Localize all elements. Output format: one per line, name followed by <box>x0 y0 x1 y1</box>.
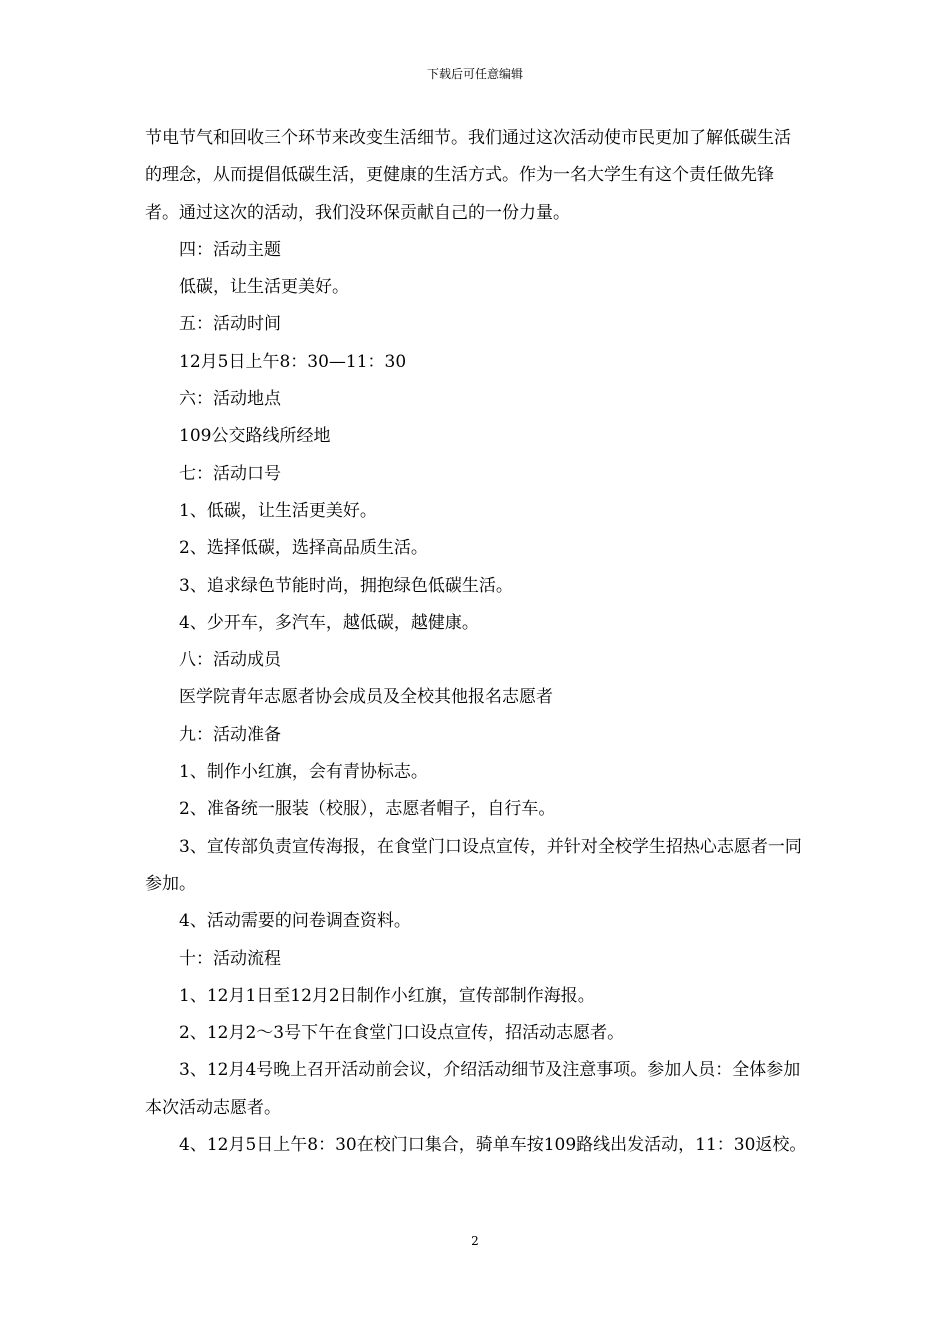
list-item-preparation-2: 2、准备统一服装（校服），志愿者帽子，自行车。 <box>179 799 556 820</box>
list-item-process-4: 4、12月5日上午8：30在校门口集合，骑单车按109路线出发活动，11：30返校。 <box>179 1135 807 1156</box>
paragraph-time: 12月5日上午8：30—11：30 <box>179 351 407 372</box>
list-item-process-3: 3、12月4号晚上召开活动前会议，介绍活动细节及注意事项。参加人员：全体参加本次活动志愿者。 <box>145 1060 801 1118</box>
list-item-process-2: 2、12月2～3号下午在食堂门口设点宣传，招活动志愿者。 <box>179 1023 625 1044</box>
list-item-slogan-2: 2、选择低碳，选择高品质生活。 <box>179 538 428 559</box>
paragraph-location: 109公交路线所经地 <box>179 426 331 447</box>
section-heading-slogan: 七：活动口号 <box>179 463 281 484</box>
document-body <box>145 120 807 1164</box>
paragraph-intro: 节电节气和回收三个环节来改变生活细节。我们通过这次活动使市民更加了解低碳生活的理念，从而提倡低碳生活，更健康的生活方式。作为一名大学生有这个责任做先锋者。通过这次的活动，我们没环保贡献自己的一份力量。 <box>145 128 791 223</box>
section-heading-time: 五：活动时间 <box>179 314 281 335</box>
list-item-slogan-3: 3、追求绿色节能时尚，拥抱绿色低碳生活。 <box>179 575 513 596</box>
list-item-process-1: 1、12月1日至12月2日制作小红旗，宣传部制作海报。 <box>179 985 595 1006</box>
section-heading-preparation: 九：活动准备 <box>179 724 281 745</box>
list-item-preparation-1: 1、制作小红旗，会有青协标志。 <box>179 762 428 783</box>
paragraph-members: 医学院青年志愿者协会成员及全校其他报名志愿者 <box>179 687 553 708</box>
list-item-slogan-1: 1、低碳，让生活更美好。 <box>179 500 377 521</box>
section-heading-theme: 四：活动主题 <box>179 239 281 260</box>
list-item-preparation-3: 3、宣传部负责宣传海报，在食堂门口设点宣传，并针对全校学生招热心志愿者一同参加。 <box>145 836 802 894</box>
list-item-slogan-4: 4、少开车，多汽车，越低碳，越健康。 <box>179 612 479 633</box>
page-number: 2 <box>471 1234 479 1248</box>
section-heading-process: 十：活动流程 <box>179 948 281 969</box>
section-heading-members: 八：活动成员 <box>179 650 281 671</box>
page-header: 下载后可任意编辑 <box>426 67 523 81</box>
section-heading-location: 六：活动地点 <box>179 389 281 410</box>
list-item-preparation-4: 4、活动需要的问卷调查资料。 <box>179 911 411 932</box>
paragraph-theme: 低碳，让生活更美好。 <box>179 277 349 298</box>
